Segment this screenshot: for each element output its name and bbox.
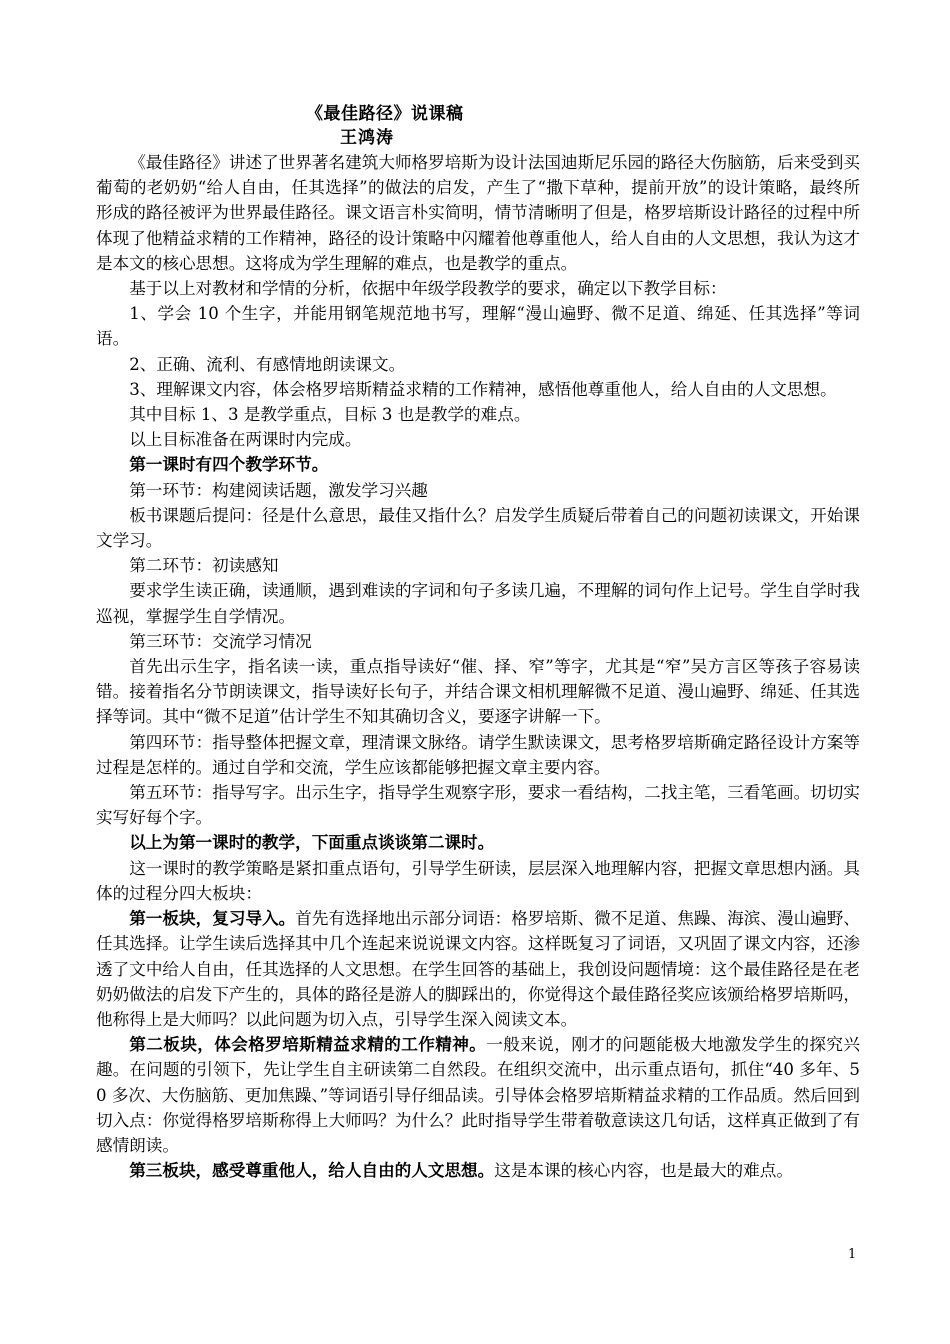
paragraph: 第一板块，复习导入。首先有选择地出示部分词语：格罗培斯、微不足道、焦躁、海滨、漫山遍野、任其选择。让学生读后选择其中几个连起来说说课文内容。这样既复习了词语，又巩固了课文内容，还渗透了文中给人自由，任其选择的人文思想。在学生回答的基础上，我创设问题情境：这个最佳路径是在老奶奶做法的启发下产生的，具体的路径是游人的脚踩出的，你觉得这个最佳路径奖应该颁给格罗培斯吗，他称得上是大师吗？以此问题为切入点，引导学生深入阅读文本。 <box>96 908 861 1029</box>
paragraph: 第三环节：交流学习情况 <box>129 631 312 651</box>
paragraph: 第二板块，体会格罗培斯精益求精的工作精神。一般来说，刚才的问题能极大地激发学生的探究兴趣。在问题的引领下，先让学生自主研读第二自然段。在组织交流中，出示重点语句，抓住“40 多年、50 多次、大伤脑筋、更加焦躁、”等词语引导仔细品读。引导体会格罗培斯精益求精的工作品质。然后回到切入点：你觉得格罗培斯称得上大师吗？为什么？此时指导学生带着敬意读这几句话，这样真正做到了有感情朗读。 <box>96 1034 860 1155</box>
paragraph: 2、正确、流利、有感情地朗读课文。 <box>129 354 406 374</box>
paragraph: 第三板块，感受尊重他人，给人自由的人文思想。这是本课的核心内容，也是最大的难点。 <box>129 1160 793 1181</box>
paragraph: 第二环节：初读感知 <box>129 556 279 576</box>
paragraph: 板书课题后提问：径是什么意思，最佳又指什么？启发学生质疑后带着自己的问题初读课文，开始课文学习。 <box>96 505 860 551</box>
paragraph: 要求学生读正确，读通顺，遇到难读的字词和句子多读几遍，不理解的词句作上记号。学生自学时我巡视，掌握学生自学情况。 <box>96 581 860 626</box>
document-title: 《最佳路径》说课稿 <box>306 104 464 124</box>
paragraph: 3、理解课文内容，体会格罗培斯精益求精的工作精神，感悟他尊重他人，给人自由的人文思想。 <box>129 379 837 399</box>
paragraph: 第五环节：指导写字。出示生字，指导学生观察字形，要求一看结构，二找主笔，三看笔画。切切实实写好每个字。 <box>96 783 860 828</box>
block-heading: 第三板块，感受尊重他人，给人自由的人文思想。 <box>129 1160 495 1181</box>
paragraph: 基于以上对教材和学情的分析，依据中年级学段教学的要求，确定以下教学目标： <box>129 279 727 299</box>
paragraph: 这一课时的教学策略是紧扣重点语句，引导学生研读，层层深入地理解内容，把握文章思想内涵。具体的过程分四大板块： <box>96 858 860 903</box>
document-body <box>96 150 860 1183</box>
paragraph: 其中目标 1、3 是教学重点，目标 3 也是教学的难点。 <box>129 405 531 425</box>
page-number: 1 <box>848 1247 857 1262</box>
document-author: 王鸿涛 <box>340 128 394 148</box>
section-heading: 第一课时有四个教学环节。 <box>129 454 329 475</box>
paragraph: 以上目标准备在两课时内完成。 <box>129 430 362 450</box>
block-heading: 第二板块，体会格罗培斯精益求精的工作精神。 <box>129 1034 487 1055</box>
paragraph: 《最佳路径》讲述了世界著名建筑大师格罗培斯为设计法国迪斯尼乐园的路径大伤脑筋，后来受到买葡萄的老奶奶“给人自由，任其选择”的做法的启发，产生了“撒下草种，提前开放”的设计策略，最终所形成的路径被评为世界最佳路径。课文语言朴实简明，情节清晰明了但是，格罗培斯设计路径的过程中所体现了他精益求精的工作精神，路径的设计策略中闪耀着他尊重他人，给人自由的人文思想，我认为这才是本文的核心思想。这将成为学生理解的难点，也是教学的重点。 <box>96 153 860 273</box>
paragraph: 1、学会 10 个生字，并能用钢笔规范地书写，理解“漫山遍野、微不足道、绵延、任其选择”等词语。 <box>96 304 860 349</box>
paragraph: 首先出示生字，指名读一读，重点指导读好“催、择、窄”等字，尤其是“窄”吴方言区等孩子容易读错。接着指名分节朗读课文，指导读好长句子，并结合课文相机理解微不足道、漫山遍野、绵延、任其选择等词。其中“微不足道”估计学生不知其确切含义，要逐字讲解一下。 <box>96 657 860 727</box>
section-heading: 以上为第一课时的教学，下面重点谈谈第二课时。 <box>129 832 495 853</box>
paragraph: 第一环节：构建阅读话题，激发学习兴趣 <box>129 480 428 500</box>
paragraph: 第四环节：指导整体把握文章，理清课文脉络。请学生默读课文，思考格罗培斯确定路径设计方案等过程是怎样的。通过自学和交流，学生应该都能够把握文章主要内容。 <box>96 732 860 777</box>
block-heading: 第一板块，复习导入。 <box>129 908 296 929</box>
